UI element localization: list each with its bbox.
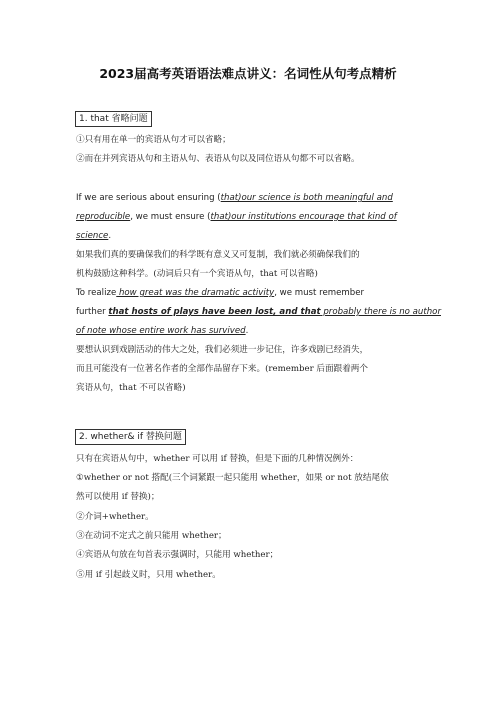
example-sentence-line	[76, 211, 397, 223]
example-text: If we are serious about ensuring (	[76, 193, 221, 203]
underlined-clause: that hosts of plays have been lost, and that	[108, 307, 321, 317]
underlined-clause: how great was the dramatic activity	[116, 288, 275, 298]
example-sentence-line	[76, 230, 111, 242]
translation-text: 而且可能没有一位著名作者的全部作品留存下来。(remember 后面跟着两个	[76, 364, 368, 374]
example-sentence-line	[76, 287, 364, 299]
translation-text: 如果我们真的要确保我们的科学既有意义又可复制，我们就必须确保我们的	[76, 250, 360, 260]
translation-text: 宾语从句，that 不可以省略)	[76, 383, 186, 393]
rule-text: ③在动词不定式之前只能用 whether；	[76, 531, 227, 541]
section-heading-whether-if: 2. whether& if 替换问题	[75, 429, 186, 445]
example-text: .	[108, 231, 112, 241]
rule-text: 然可以使用 if 替换)；	[76, 492, 160, 502]
example-text: further	[76, 307, 109, 317]
example-text: .	[245, 326, 249, 336]
document-title: 2023届高考英语语法难点讲义：名词性从句考点精析	[99, 66, 397, 81]
translation-text: 要想认识到戏剧活动的伟大之处，我们必须进一步记住，许多戏剧已经消失，	[76, 345, 369, 355]
underlined-clause: of note whose entire work has survived	[76, 326, 246, 336]
translation-text: 机构鼓励这种科学。(动词后只有一个宾语从句，that 可以省略)	[76, 269, 318, 279]
underlined-clause: that)our institutions encourage that kind of	[210, 212, 397, 222]
example-text: To realize	[76, 288, 117, 298]
rule-text: ②介词+whether。	[76, 512, 154, 522]
example-sentence-line	[76, 192, 393, 204]
example-text: , we must ensure (	[130, 212, 211, 222]
underlined-clause: that)our science is both meaningful and	[220, 193, 393, 203]
rule-text: ①whether or not 搭配(三个词紧跟一起只能用 whether，如果 or not 放结尾依	[76, 473, 389, 483]
rule-text: 只有在宾语从句中，whether 可以用 if 替换，但是下面的几种情况例外：	[76, 454, 359, 464]
rule-text: ⑤用 if 引起歧义时，只用 whether。	[76, 570, 221, 580]
example-text: , we must remember	[274, 288, 365, 298]
example-sentence-line	[76, 306, 441, 318]
underlined-clause: science	[76, 231, 109, 241]
section-heading-that-omission: 1. that 省略问题	[75, 111, 152, 127]
rule-text: ②而在并列宾语从句和主语从句、表语从句以及同位语从句都不可以省略。	[76, 154, 360, 164]
rule-text: ④宾语从句放在句首表示强调时，只能用 whether；	[76, 550, 279, 560]
underlined-clause: reproducible	[76, 212, 131, 222]
rule-text: ①只有用在单一的宾语从句才可以省略；	[76, 135, 231, 145]
example-sentence-line	[76, 325, 248, 337]
underlined-clause: probably there is no author	[320, 307, 441, 317]
